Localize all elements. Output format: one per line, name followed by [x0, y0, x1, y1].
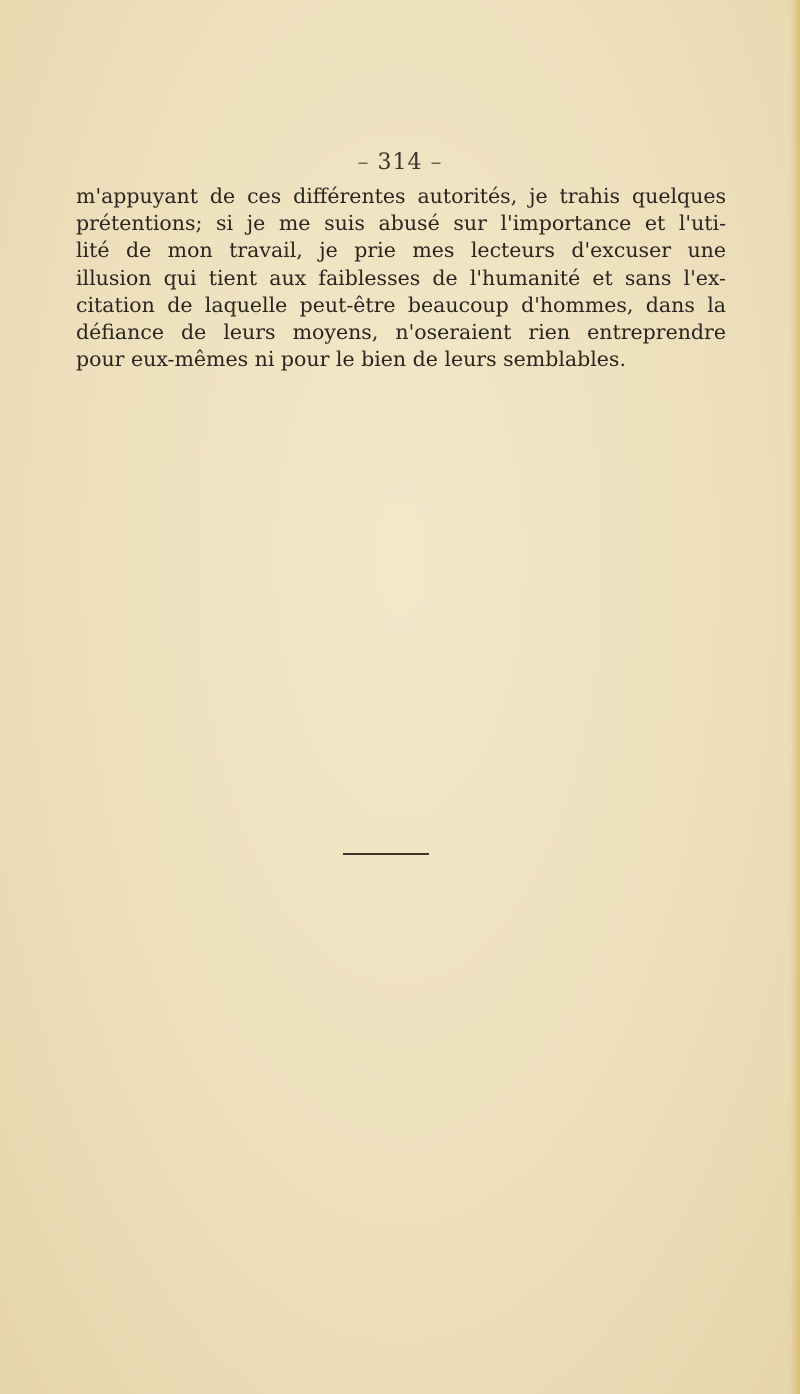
text-line: pour eux-mêmes ni pour le bien de leurs semblables. [76, 347, 626, 372]
page-number-header [0, 150, 800, 175]
text-line: citation de laquelle peut-être beaucoup d'hommes, dans la [76, 292, 726, 317]
text-line: illusion qui tient aux faiblesses de l'humanité et sans l'ex- [76, 265, 726, 290]
text-line: défiance de leurs moyens, n'oseraient rien entreprendre [76, 320, 726, 345]
text-line: prétentions; si je me suis abusé sur l'importance et l'uti- [76, 211, 726, 236]
text-line: m'appuyant de ces différentes autorités, je trahis quelques [76, 184, 726, 208]
folio-dash-left: – [357, 150, 370, 175]
page-number: 314 [377, 150, 423, 175]
text-line: lité de mon travail, je prie mes lecteurs d'excuser une [76, 238, 726, 263]
page-edge-shadow [790, 0, 800, 1394]
end-rule [343, 853, 429, 855]
paragraph [76, 183, 726, 373]
folio-dash-right: – [430, 150, 443, 175]
